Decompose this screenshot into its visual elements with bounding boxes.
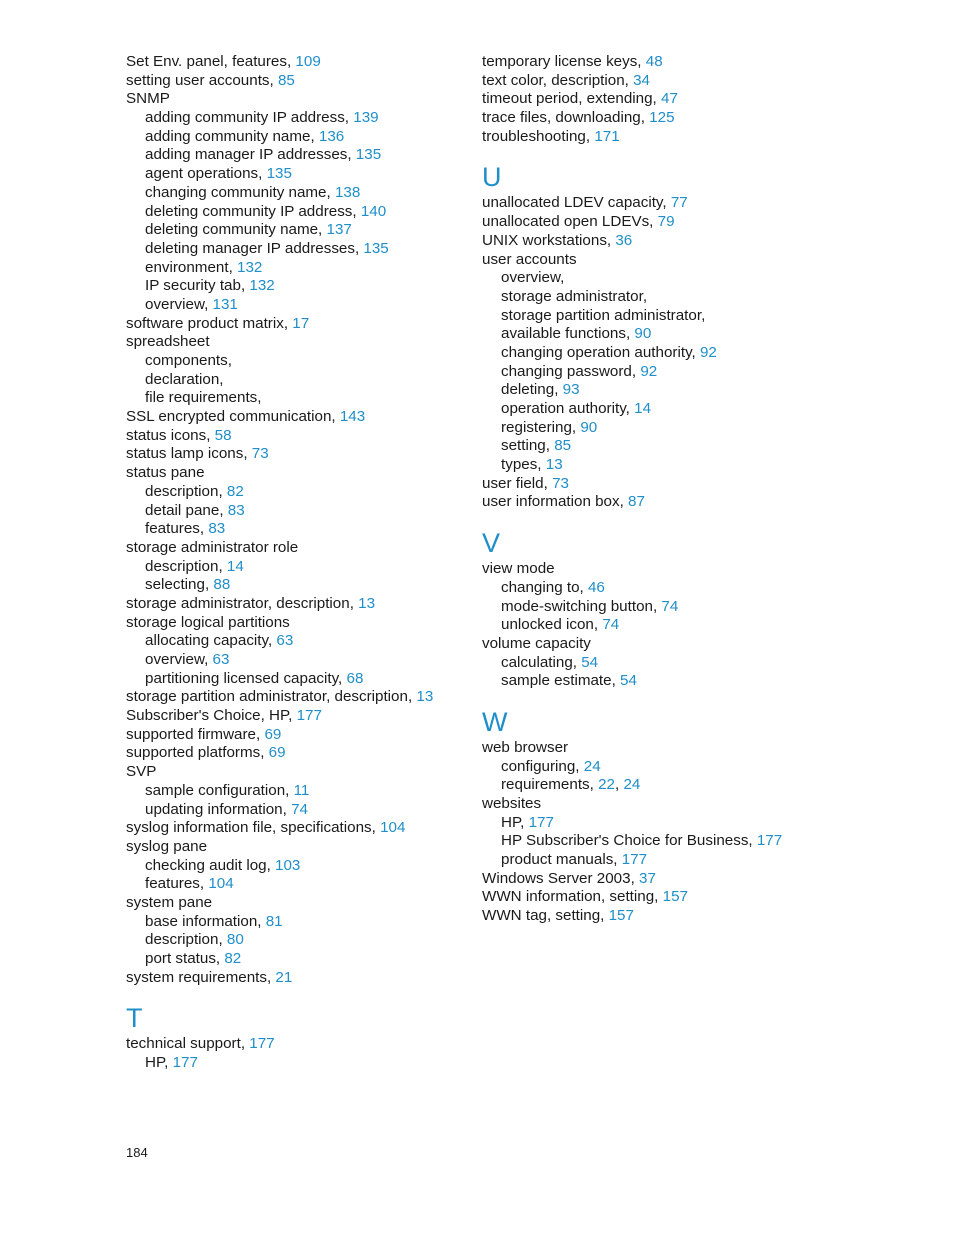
page-reference-link[interactable]: 125 (649, 109, 675, 127)
section-letter-heading: T (126, 1003, 143, 1034)
index-term: sample configuration, (145, 781, 294, 799)
index-term: storage administrator, description, (126, 594, 359, 612)
index-subentry (482, 654, 822, 673)
index-entry (482, 795, 822, 814)
index-term: updating information, (145, 800, 292, 818)
index-term: supported firmware, (126, 725, 265, 743)
index-term: system pane (126, 893, 213, 911)
index-subentry (126, 950, 466, 969)
index-subentry (126, 221, 466, 240)
page-reference-link[interactable]: 58 (214, 426, 232, 444)
index-term: allocating capacity, (145, 632, 277, 650)
page-reference-link[interactable]: 14 (634, 400, 652, 417)
page-reference-link[interactable]: 143 (339, 408, 366, 426)
index-term: storage logical partitions (126, 613, 290, 631)
index-term: description, (145, 931, 227, 949)
index-entry (482, 739, 822, 758)
index-entry (482, 232, 822, 251)
index-entry (482, 560, 822, 579)
index-term: description, (145, 482, 227, 500)
section-letter-heading: U (482, 162, 502, 193)
index-subentry (126, 389, 466, 408)
index-term: system requirements, (126, 968, 276, 986)
index-entry (126, 707, 466, 726)
index-entry (482, 251, 822, 270)
index-term: selecting, (145, 576, 214, 594)
index-subentry (482, 344, 822, 363)
index-term: adding manager IP addresses, (145, 146, 356, 164)
index-term: deleting manager IP addresses, (145, 239, 364, 257)
index-term: description, (145, 557, 227, 575)
page-reference-link[interactable]: 34 (633, 71, 651, 89)
index-term: changing to, (501, 578, 588, 596)
index-term: storage administrator role (126, 538, 299, 556)
index-subentry (126, 651, 466, 670)
page-reference-link[interactable]: 63 (276, 632, 294, 650)
index-term: overview, (145, 295, 213, 313)
index-subentry (482, 325, 822, 344)
index-term: HP Subscriber's Choice for Business, (501, 832, 757, 850)
page-reference-link[interactable]: 103 (275, 856, 301, 874)
index-column-left (126, 53, 466, 1073)
index-term: declaration, (145, 370, 224, 388)
page-reference-link[interactable]: 74 (291, 800, 308, 818)
index-entry (126, 445, 466, 464)
page-reference-link[interactable]: 82 (224, 950, 242, 967)
index-subentry (126, 576, 466, 595)
page-reference-link[interactable]: 90 (580, 418, 598, 436)
index-entry (482, 475, 822, 494)
page-reference-link[interactable]: 135 (266, 165, 292, 183)
index-term: configuring, (501, 757, 584, 775)
page-reference-link[interactable]: 69 (264, 725, 282, 743)
index-term: calculating, (501, 653, 582, 671)
index-subentry (126, 259, 466, 278)
index-term: features, (145, 520, 209, 538)
index-subentry (482, 814, 822, 833)
page-reference-link[interactable]: 177 (249, 1035, 275, 1053)
page-reference-link[interactable]: 36 (615, 231, 633, 249)
index-entry (126, 408, 466, 427)
index-term: file requirements, (145, 389, 262, 407)
page-reference-link[interactable]: 157 (608, 907, 634, 925)
index-entry (482, 635, 822, 654)
page-reference-link[interactable]: 139 (353, 109, 379, 127)
page-reference-link[interactable]: 83 (227, 501, 245, 519)
index-term: software product matrix, (126, 314, 293, 332)
index-subentry (482, 400, 822, 419)
page-reference-link[interactable]: 79 (657, 213, 675, 231)
index-term: unlocked icon, (501, 616, 603, 634)
index-entry (482, 90, 822, 109)
page-reference-link[interactable]: 73 (552, 474, 569, 492)
index-entry (126, 969, 466, 988)
page-reference-link[interactable]: 54 (620, 672, 637, 690)
index-term: WWN information, setting, (482, 888, 663, 906)
page-number: 184 (126, 1145, 148, 1160)
page-reference-link[interactable]: 104 (208, 875, 234, 893)
page-reference-link[interactable]: 85 (554, 437, 572, 455)
index-entry (126, 894, 466, 913)
index-entry (126, 744, 466, 763)
index-term: changing community name, (145, 183, 335, 201)
index-subentry (126, 165, 466, 184)
page-reference-link[interactable]: 37 (639, 869, 656, 887)
section-letter-heading: W (482, 706, 508, 737)
section-letter-heading: V (482, 528, 501, 559)
page-reference-link[interactable]: 171 (594, 127, 620, 145)
index-term: WWN tag, setting, (482, 907, 609, 925)
index-term: supported platforms, (126, 744, 269, 762)
page-reference-link[interactable]: 13 (545, 456, 563, 474)
index-term: setting, (501, 437, 555, 455)
index-subentry (126, 184, 466, 203)
index-term: overview, (501, 269, 565, 287)
page-reference-link[interactable]: 135 (363, 239, 389, 257)
page-reference-link[interactable]: 17 (292, 314, 310, 332)
index-subentry (126, 296, 466, 315)
index-subentry (482, 269, 822, 288)
index-term: troubleshooting, (482, 127, 595, 145)
index-subentry (126, 857, 466, 876)
page-reference-link[interactable]: 82 (226, 482, 244, 500)
page-reference-link[interactable]: 47 (661, 90, 678, 108)
page-reference-link[interactable]: 88 (213, 576, 231, 594)
index-subentry (482, 456, 822, 475)
index-term: volume capacity (482, 634, 591, 652)
page-reference-link[interactable]: 157 (662, 888, 688, 906)
index-subentry (482, 419, 822, 438)
index-entry (126, 595, 466, 614)
index-entry (126, 333, 466, 352)
index-subentry (482, 381, 822, 400)
index-subentry (126, 632, 466, 651)
page-reference-link[interactable]: 74 (602, 616, 620, 634)
index-term: deleting community name, (145, 221, 327, 239)
index-term: features, (145, 875, 209, 893)
index-entry (126, 464, 466, 483)
index-entry (482, 128, 822, 147)
page-reference-link[interactable]: 24 (583, 757, 601, 775)
index-term: syslog information file, specifications, (126, 819, 381, 837)
index-entry (482, 493, 822, 512)
index-term: types, (501, 456, 546, 474)
index-entry (126, 90, 466, 109)
index-subentry (482, 776, 822, 795)
index-term: HP, (145, 1054, 173, 1072)
index-term: Set Env. panel, features, (126, 53, 296, 70)
index-subentry (126, 931, 466, 950)
index-subentry (126, 483, 466, 502)
index-term: overview, (145, 651, 213, 668)
index-entry (126, 427, 466, 446)
index-entry (126, 763, 466, 782)
index-term: UNIX workstations, (482, 231, 616, 249)
page-separator: , (614, 776, 624, 794)
page-reference-link[interactable]: 136 (318, 127, 345, 145)
index-subentry (482, 598, 822, 617)
page-reference-link[interactable]: 81 (265, 912, 283, 930)
page-reference-link[interactable]: 24 (623, 776, 641, 794)
page-reference-link[interactable]: 68 (346, 669, 364, 687)
page-reference-link[interactable]: 22 (598, 776, 615, 794)
index-subentry (126, 128, 466, 147)
page-reference-link[interactable]: 21 (275, 968, 293, 986)
index-subentry (126, 146, 466, 165)
index-term: registering, (501, 418, 581, 436)
index-term: setting user accounts, (126, 71, 278, 89)
index-term: syslog pane (126, 837, 208, 855)
index-subentry (126, 875, 466, 894)
index-term: partitioning licensed capacity, (145, 669, 347, 687)
page-reference-link[interactable]: 54 (581, 653, 599, 671)
index-subentry (482, 363, 822, 382)
index-subentry (126, 371, 466, 390)
page-reference-link[interactable]: 73 (251, 445, 269, 463)
index-entry (482, 870, 822, 889)
page-reference-link[interactable]: 13 (416, 688, 434, 706)
index-term: SSL encrypted communication, (126, 408, 340, 426)
index-subentry (126, 277, 466, 296)
index-subentry (482, 288, 822, 307)
index-term: user accounts (482, 250, 577, 268)
index-entry (126, 53, 466, 72)
page-reference-link[interactable]: 74 (661, 597, 679, 615)
index-term: user field, (482, 474, 553, 492)
index-entry (126, 614, 466, 633)
page-reference-link[interactable]: 132 (249, 277, 275, 295)
index-term: websites (482, 795, 542, 812)
index-subentry (482, 437, 822, 456)
index-subentry (482, 307, 822, 326)
page-reference-link[interactable]: 132 (237, 258, 263, 276)
index-entry (126, 688, 466, 707)
page-reference-link[interactable]: 135 (355, 146, 382, 164)
index-entry (482, 194, 822, 213)
index-subentry (482, 832, 822, 851)
index-term: requirements, (501, 776, 599, 794)
index-term: adding community name, (145, 127, 319, 145)
page-reference-link[interactable]: 93 (562, 381, 580, 399)
index-subentry (482, 851, 822, 870)
index-entry (482, 72, 822, 91)
index-subentry (126, 502, 466, 521)
index-term: changing operation authority, (501, 343, 700, 361)
index-subentry (482, 616, 822, 635)
page-reference-link[interactable]: 13 (358, 594, 376, 612)
index-entry (126, 819, 466, 838)
index-term: technical support, (126, 1035, 250, 1053)
index-term: SNMP (126, 90, 170, 108)
page-reference-link[interactable]: 11 (293, 781, 310, 799)
index-term: mode-switching button, (501, 597, 662, 615)
index-subentry (126, 782, 466, 801)
page-reference-link[interactable]: 92 (699, 343, 717, 361)
index-subentry (126, 352, 466, 371)
index-term: SVP (126, 763, 157, 781)
index-term: user information box, (482, 493, 629, 511)
index-entry (126, 1035, 466, 1054)
index-term: HP, (501, 813, 529, 831)
index-entry (126, 838, 466, 857)
index-subentry (126, 801, 466, 820)
index-term: view mode (482, 560, 555, 578)
index-entry (482, 888, 822, 907)
index-entry (482, 907, 822, 926)
page-reference-link[interactable]: 140 (360, 202, 387, 220)
index-entry (126, 726, 466, 745)
index-term: operation authority, (501, 400, 635, 417)
index-term: status lamp icons, (126, 445, 252, 463)
index-term: environment, (145, 258, 238, 276)
index-term: product manuals, (501, 851, 622, 869)
index-term: agent operations, (145, 165, 267, 183)
index-entry (482, 109, 822, 128)
page-reference-link[interactable]: 177 (172, 1054, 198, 1072)
index-entry (126, 539, 466, 558)
page-reference-link[interactable]: 80 (226, 931, 244, 949)
index-term: sample estimate, (501, 672, 621, 690)
index-term: base information, (145, 912, 266, 930)
page-reference-link[interactable]: 77 (670, 194, 688, 212)
index-subentry (482, 758, 822, 777)
page-reference-link[interactable]: 48 (645, 53, 663, 70)
page-reference-link[interactable]: 85 (277, 71, 295, 89)
page-reference-link[interactable]: 90 (634, 325, 652, 343)
page-reference-link[interactable]: 137 (326, 221, 352, 239)
index-subentry (126, 203, 466, 222)
index-term: text color, description, (482, 71, 634, 89)
page-reference-link[interactable]: 87 (628, 493, 645, 511)
index-column-right (482, 53, 822, 926)
page-reference-link[interactable]: 109 (295, 53, 321, 70)
index-term: checking audit log, (145, 856, 276, 874)
index-subentry (482, 672, 822, 691)
index-entry (126, 315, 466, 334)
index-subentry (126, 913, 466, 932)
page-reference-link[interactable]: 69 (268, 744, 286, 762)
page-reference-link[interactable]: 63 (212, 651, 230, 668)
page-reference-link[interactable]: 131 (212, 295, 238, 313)
page-reference-link[interactable]: 177 (756, 832, 783, 850)
index-term: status icons, (126, 426, 215, 444)
index-term: storage partition administrator, (501, 306, 706, 324)
index-term: status pane (126, 464, 205, 482)
index-term: web browser (482, 738, 569, 756)
index-subentry (126, 520, 466, 539)
index-term: available functions, (501, 325, 635, 343)
index-term: Subscriber's Choice, HP, (126, 707, 297, 725)
index-term: unallocated LDEV capacity, (482, 194, 671, 212)
index-subentry (482, 579, 822, 598)
page-reference-link[interactable]: 83 (208, 520, 226, 538)
index-subentry (126, 670, 466, 689)
index-term: changing password, (501, 362, 641, 380)
index-entry (482, 213, 822, 232)
page-reference-link[interactable]: 177 (528, 813, 554, 831)
index-entry (126, 72, 466, 91)
index-entry (482, 53, 822, 72)
index-term: storage partition administrator, description, (126, 688, 417, 706)
index-subentry (126, 558, 466, 577)
page-reference-link[interactable]: 177 (621, 851, 648, 869)
index-term: detail pane, (145, 501, 228, 519)
index-term: components, (145, 352, 232, 369)
index-subentry (126, 240, 466, 259)
index-term: deleting community IP address, (145, 202, 361, 220)
index-term: unallocated open LDEVs, (482, 213, 658, 231)
page-reference-link[interactable]: 138 (334, 183, 361, 201)
page-reference-link[interactable]: 46 (587, 578, 605, 596)
index-term: port status, (145, 950, 225, 967)
page-reference-link[interactable]: 104 (380, 819, 406, 837)
index-subentry (126, 109, 466, 128)
index-term: IP security tab, (145, 277, 250, 295)
page-reference-link[interactable]: 14 (226, 557, 244, 575)
index-term: trace files, downloading, (482, 109, 650, 127)
page-reference-link[interactable]: 177 (296, 707, 322, 725)
index-term: temporary license keys, (482, 53, 646, 70)
index-term: storage administrator, (501, 287, 648, 305)
index-term: deleting, (501, 381, 563, 399)
index-term: timeout period, extending, (482, 90, 661, 108)
index-term: spreadsheet (126, 333, 210, 351)
index-term: adding community IP address, (145, 109, 354, 127)
page-reference-link[interactable]: 92 (640, 362, 658, 380)
index-term: Windows Server 2003, (482, 869, 640, 887)
index-subentry (126, 1054, 466, 1073)
